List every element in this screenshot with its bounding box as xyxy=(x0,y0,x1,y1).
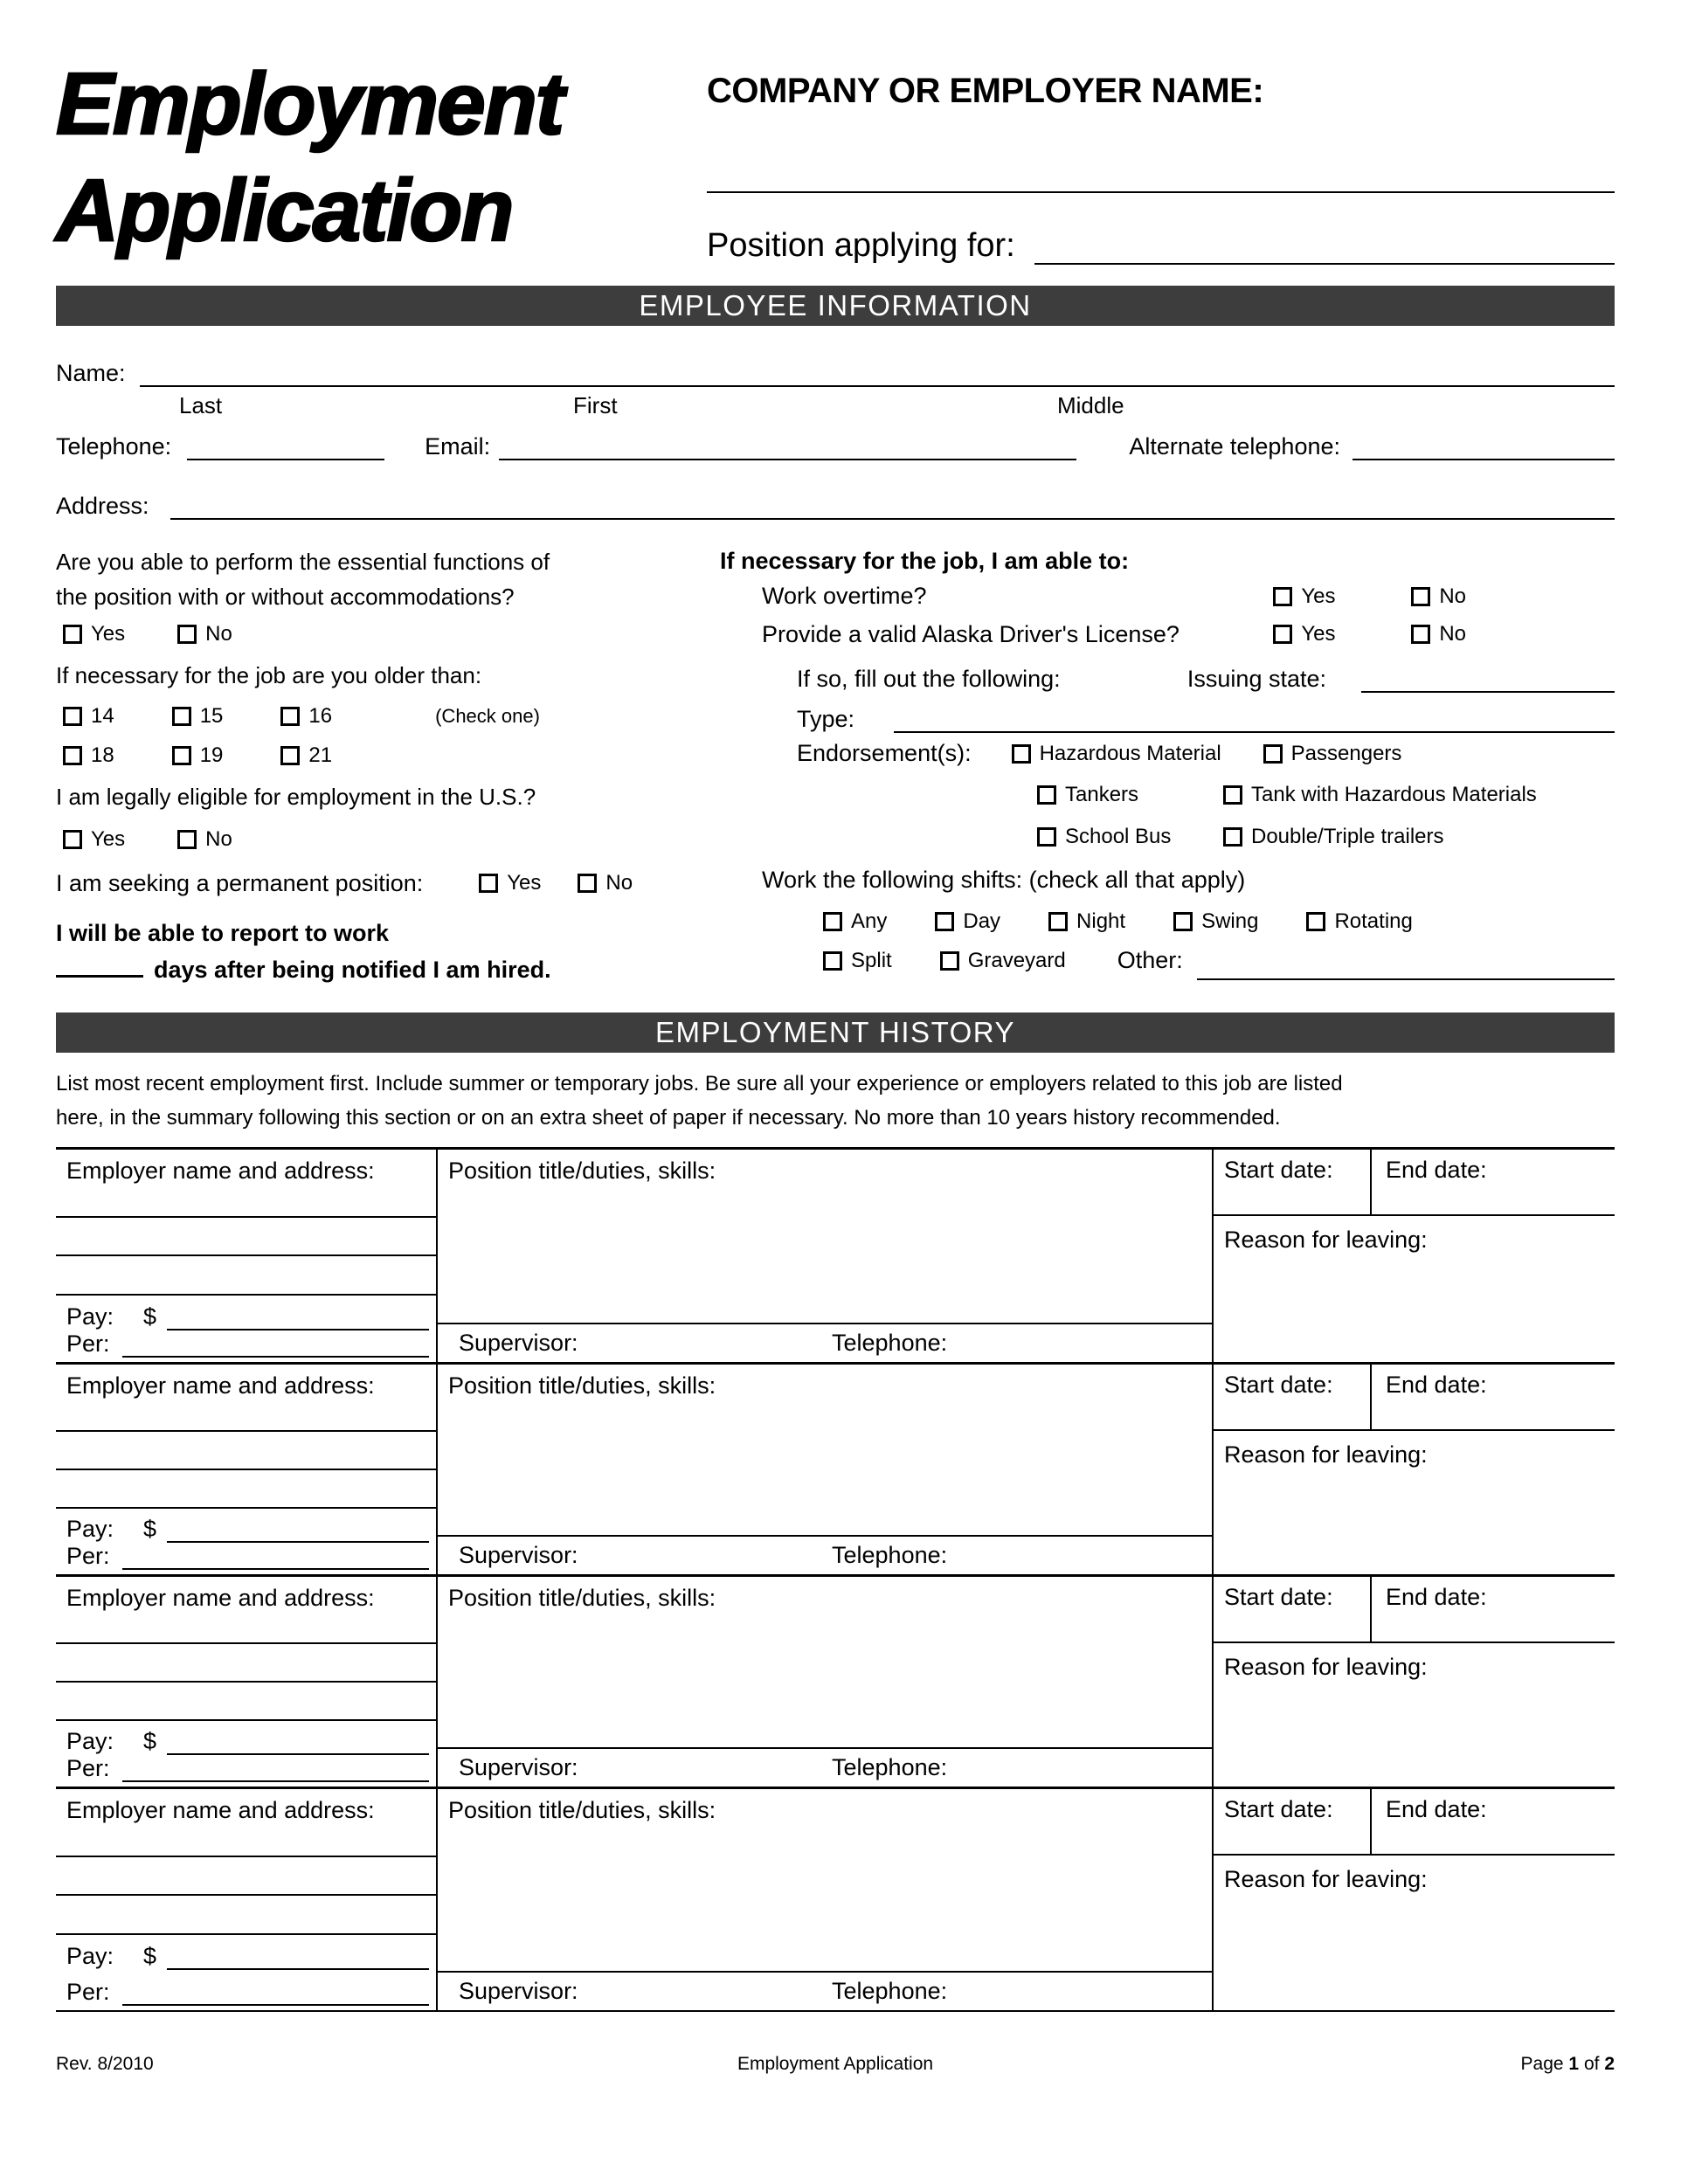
if-so-row xyxy=(720,653,1615,693)
employer-address-label: Employer name and address: xyxy=(66,1797,375,1823)
supervisor-label: Supervisor: xyxy=(459,1754,578,1780)
shift-day-option xyxy=(935,909,1000,934)
telephone-label: Telephone: xyxy=(832,1754,948,1780)
eligible-no-checkbox[interactable] xyxy=(177,830,197,849)
position-column xyxy=(438,1789,1214,2010)
per-label: Per: xyxy=(66,1979,110,2005)
shifts-row-2 xyxy=(720,941,1615,980)
shift-graveyard-option xyxy=(940,949,1066,973)
dates-column xyxy=(1214,1365,1615,1574)
age-options-row-2 xyxy=(56,736,720,775)
pay-row xyxy=(56,1935,436,1970)
employer-address-line-3[interactable] xyxy=(56,1896,436,1935)
supervisor-label: Supervisor: xyxy=(459,1330,578,1356)
endorsement-hazmat-checkbox[interactable] xyxy=(1012,744,1031,764)
pay-label: Pay: xyxy=(66,1943,114,1969)
shift-day-checkbox[interactable] xyxy=(935,912,954,931)
of-word: of xyxy=(1583,2054,1600,2074)
license-row xyxy=(720,615,1615,653)
overtime-no-checkbox[interactable] xyxy=(1411,587,1430,606)
form-title-line-2: Application xyxy=(56,162,513,259)
form-header xyxy=(56,51,1615,265)
shifts-row-1 xyxy=(720,902,1615,941)
email-input-line[interactable] xyxy=(499,431,1076,460)
name-label: Name: xyxy=(56,360,126,386)
endorsement-passengers-label: Passengers xyxy=(1290,741,1402,765)
shift-rotating-label: Rotating xyxy=(1334,909,1413,933)
shift-night-label: Night xyxy=(1076,909,1126,933)
endorsement-passengers-option xyxy=(1263,742,1402,766)
no-label: No xyxy=(605,871,633,895)
license-no-checkbox[interactable] xyxy=(1411,625,1430,644)
employer-address-line-2[interactable] xyxy=(56,1218,436,1256)
currency-symbol: $ xyxy=(143,1943,157,1969)
age-21-checkbox[interactable] xyxy=(280,746,300,765)
age-16-checkbox[interactable] xyxy=(280,707,300,726)
permanent-label: I am seeking a permanent position: xyxy=(56,869,424,896)
pay-input-line[interactable] xyxy=(167,1725,429,1755)
no-label: No xyxy=(1439,622,1466,646)
report-to-work-line-2-text: days after being notified I am hired. xyxy=(154,957,551,983)
age-15-option xyxy=(172,704,224,729)
employer-address-line-3[interactable] xyxy=(56,1256,436,1296)
essential-no-option xyxy=(177,622,232,646)
eligible-options xyxy=(56,819,720,860)
dates-row xyxy=(1214,1150,1615,1216)
license-yes-checkbox[interactable] xyxy=(1273,625,1292,644)
per-input-line[interactable] xyxy=(122,1331,429,1358)
endorsement-double-triple-option xyxy=(1223,825,1444,849)
end-date-cell[interactable]: End date: xyxy=(1386,1796,1487,1822)
position-duties-label: Position title/duties, skills: xyxy=(448,1797,716,1823)
shift-night-option xyxy=(1048,909,1125,934)
employer-address-line-1[interactable] xyxy=(56,1400,436,1432)
age-15-checkbox[interactable] xyxy=(172,707,191,726)
license-yes-option xyxy=(1273,622,1411,646)
pay-row xyxy=(56,1721,436,1755)
history-intro-line-2: here, in the summary following this section or on an extra sheet of paper if necessary. No more than 10 years history recommended. xyxy=(56,1106,1281,1130)
age-19-checkbox[interactable] xyxy=(172,746,191,765)
pay-label: Pay: xyxy=(66,1728,114,1754)
eligible-yes-option xyxy=(63,827,125,852)
dates-row xyxy=(1214,1577,1615,1643)
employer-address-line-1[interactable] xyxy=(56,1185,436,1218)
age-16-label: 16 xyxy=(308,703,333,728)
endorsement-tankers-label: Tankers xyxy=(1065,783,1139,806)
pay-row xyxy=(56,1296,436,1330)
telephone-label: Telephone: xyxy=(832,1978,948,2004)
eligible-no-option xyxy=(177,827,232,852)
issuing-state-input-line[interactable] xyxy=(1361,665,1615,693)
permanent-yes-option xyxy=(479,871,541,895)
position-duties-label: Position title/duties, skills: xyxy=(448,1158,716,1184)
supervisor-label: Supervisor: xyxy=(459,1542,578,1568)
able-to-heading: If necessary for the job, I am able to: xyxy=(720,548,1130,574)
employer-address-line-2[interactable] xyxy=(56,1644,436,1682)
name-row xyxy=(56,352,1615,387)
employment-entry-1 xyxy=(56,1150,1615,1362)
form-title xyxy=(56,51,707,265)
essential-functions-options xyxy=(56,614,720,654)
shifts-label: Work the following shifts: (check all that apply) xyxy=(762,867,1246,893)
no-label: No xyxy=(205,622,232,646)
supervisor-row xyxy=(438,1971,1212,2010)
employer-address-line-1[interactable] xyxy=(56,1824,436,1857)
endorsement-hazmat-label: Hazardous Material xyxy=(1039,741,1221,765)
employer-address-line-1[interactable] xyxy=(56,1612,436,1644)
endorsements-row-2 xyxy=(720,774,1615,816)
supervisor-row xyxy=(438,1535,1212,1574)
pay-input-line[interactable] xyxy=(167,1940,429,1970)
start-date-cell[interactable]: Start date: xyxy=(1214,1577,1372,1641)
age-options-row-1 xyxy=(56,696,720,736)
position-column xyxy=(438,1150,1214,1362)
age-18-option xyxy=(63,743,114,768)
address-input-line[interactable] xyxy=(170,488,1615,520)
page-footer xyxy=(56,2054,1615,2075)
shift-swing-option xyxy=(1173,909,1258,934)
age-19-label: 19 xyxy=(199,743,224,767)
dates-column xyxy=(1214,1789,1615,2010)
report-days-input-line[interactable] xyxy=(56,953,143,978)
shift-swing-label: Swing xyxy=(1201,909,1259,933)
telephone-input-line[interactable] xyxy=(187,431,384,460)
shift-graveyard-checkbox[interactable] xyxy=(940,951,959,971)
check-one-note: (Check one) xyxy=(435,704,540,727)
endorsements-label: Endorsement(s): xyxy=(797,740,972,766)
questions-area xyxy=(56,544,1615,988)
per-label: Per: xyxy=(66,1330,110,1357)
employer-column xyxy=(56,1577,438,1787)
yes-label: Yes xyxy=(91,827,126,851)
position-column xyxy=(438,1577,1214,1787)
employment-history-table xyxy=(56,1147,1615,2012)
employer-address-line-3[interactable] xyxy=(56,1470,436,1509)
endorsement-tankers-checkbox[interactable] xyxy=(1037,785,1056,805)
endorsement-tank-hazmat-checkbox[interactable] xyxy=(1223,785,1242,805)
age-21-label: 21 xyxy=(308,743,333,767)
position-duties-area[interactable] xyxy=(438,1400,1212,1535)
shift-graveyard-label: Graveyard xyxy=(967,948,1066,972)
questions-right-column xyxy=(720,544,1615,988)
reason-for-leaving-cell[interactable]: Reason for leaving: xyxy=(1224,1227,1428,1253)
per-row xyxy=(56,1330,436,1362)
pay-row xyxy=(56,1509,436,1543)
overtime-no-option xyxy=(1411,584,1466,609)
telephone-row xyxy=(56,424,1615,460)
footer-document-title: Employment Application xyxy=(737,2054,934,2074)
age-18-checkbox[interactable] xyxy=(63,746,82,765)
overtime-label: Work overtime? xyxy=(762,583,927,609)
report-to-work-line-1: I will be able to report to work xyxy=(56,920,390,946)
if-so-label: If so, fill out the following: xyxy=(797,666,1061,692)
permanent-no-checkbox[interactable] xyxy=(578,874,597,893)
position-duties-label: Position title/duties, skills: xyxy=(448,1372,716,1399)
employer-address-line-3[interactable] xyxy=(56,1683,436,1721)
history-intro-line-1: List most recent employment first. Include summer or temporary jobs. Be sure all your experience or employers related to this job are listed xyxy=(56,1072,1343,1095)
employment-history-section-header: EMPLOYMENT HISTORY xyxy=(56,1013,1615,1053)
name-sublabels xyxy=(56,387,1615,424)
reason-for-leaving-cell[interactable]: Reason for leaving: xyxy=(1224,1441,1428,1468)
employer-column xyxy=(56,1150,438,1362)
permanent-yes-checkbox[interactable] xyxy=(479,874,498,893)
start-date-cell[interactable]: Start date: xyxy=(1214,1365,1372,1429)
eligible-label: I am legally eligible for employment in the U.S.? xyxy=(56,784,536,810)
dates-row xyxy=(1214,1789,1615,1856)
address-label: Address: xyxy=(56,493,149,519)
name-last-sublabel: Last xyxy=(179,392,223,418)
start-date-cell[interactable]: Start date: xyxy=(1214,1789,1372,1854)
endorsement-passengers-checkbox[interactable] xyxy=(1263,744,1283,764)
age-19-option xyxy=(172,743,224,768)
shift-rotating-checkbox[interactable] xyxy=(1306,912,1325,931)
shift-swing-checkbox[interactable] xyxy=(1173,912,1193,931)
currency-symbol: $ xyxy=(143,1303,157,1330)
shift-split-label: Split xyxy=(851,948,892,972)
pay-input-line[interactable] xyxy=(167,1301,429,1330)
email-label: Email: xyxy=(425,433,491,460)
employee-information-section-header: EMPLOYEE INFORMATION xyxy=(56,286,1615,326)
endorsement-school-bus-checkbox[interactable] xyxy=(1037,827,1056,847)
no-label: No xyxy=(1439,584,1466,608)
company-name-input-line[interactable] xyxy=(707,111,1615,193)
endorsement-double-triple-checkbox[interactable] xyxy=(1223,827,1242,847)
essential-yes-option xyxy=(63,622,125,646)
start-date-cell[interactable]: Start date: xyxy=(1214,1150,1372,1214)
employer-address-label: Employer name and address: xyxy=(66,1158,375,1184)
employer-address-line-2[interactable] xyxy=(56,1432,436,1469)
per-row xyxy=(56,1543,436,1574)
endorsement-tankers-option xyxy=(1037,783,1223,807)
per-row xyxy=(56,1755,436,1787)
position-column xyxy=(438,1365,1214,1574)
yes-label: Yes xyxy=(1301,584,1336,608)
essential-yes-checkbox[interactable] xyxy=(63,625,82,644)
shift-any-option xyxy=(823,909,887,934)
license-no-option xyxy=(1411,622,1466,646)
currency-symbol: $ xyxy=(143,1516,157,1542)
revision-note: Rev. 8/2010 xyxy=(56,2054,154,2074)
end-date-cell[interactable]: End date: xyxy=(1386,1157,1487,1183)
permanent-position-row xyxy=(56,860,720,906)
position-duties-area[interactable] xyxy=(438,1612,1212,1747)
endorsement-double-triple-label: Double/Triple trailers xyxy=(1251,825,1444,848)
shift-day-label: Day xyxy=(963,909,1001,933)
overtime-yes-checkbox[interactable] xyxy=(1273,587,1292,606)
license-type-row xyxy=(720,693,1615,733)
currency-symbol: $ xyxy=(143,1728,157,1754)
permanent-no-option xyxy=(578,871,633,895)
per-input-line[interactable] xyxy=(122,1756,429,1782)
employer-column xyxy=(56,1365,438,1574)
position-label: Position applying for: xyxy=(707,227,1015,264)
telephone-label: Telephone: xyxy=(56,433,172,460)
dates-row xyxy=(1214,1365,1615,1431)
per-input-line[interactable] xyxy=(122,1980,429,2006)
eligible-yes-checkbox[interactable] xyxy=(63,830,82,849)
name-input-line[interactable] xyxy=(140,356,1615,387)
pay-label: Pay: xyxy=(66,1303,114,1330)
page-indicator xyxy=(933,2054,1615,2075)
reason-for-leaving-cell[interactable]: Reason for leaving: xyxy=(1224,1866,1428,1892)
per-label: Per: xyxy=(66,1755,110,1781)
yes-label: Yes xyxy=(1301,622,1336,646)
shift-split-option xyxy=(823,949,892,973)
employer-address-label: Employer name and address: xyxy=(66,1372,375,1399)
end-date-cell[interactable]: End date: xyxy=(1386,1584,1487,1610)
age-14-option xyxy=(63,704,114,729)
no-label: No xyxy=(205,827,232,851)
position-duties-label: Position title/duties, skills: xyxy=(448,1585,716,1611)
shift-any-label: Any xyxy=(851,909,888,933)
employment-entry-3 xyxy=(56,1574,1615,1787)
shift-night-checkbox[interactable] xyxy=(1048,912,1068,931)
employer-address-line-2[interactable] xyxy=(56,1857,436,1896)
age-21-option xyxy=(280,743,332,768)
per-input-line[interactable] xyxy=(122,1544,429,1570)
dates-column xyxy=(1214,1150,1615,1362)
form-title-line-1: Employment xyxy=(56,55,564,153)
questions-left-column xyxy=(56,544,720,988)
report-to-work-line-2 xyxy=(56,951,720,988)
essential-functions-question-line-2: the position with or without accommodations? xyxy=(56,584,515,610)
supervisor-row xyxy=(438,1323,1212,1362)
overtime-row xyxy=(720,577,1615,615)
other-shift-input-line[interactable] xyxy=(1197,954,1615,980)
endorsement-school-bus-option xyxy=(1037,825,1223,849)
endorsement-tank-hazmat-label: Tank with Hazardous Materials xyxy=(1251,783,1537,806)
company-block xyxy=(707,51,1615,265)
address-row xyxy=(56,485,1615,520)
alt-telephone-input-line[interactable] xyxy=(1352,431,1615,460)
endorsements-row-1 xyxy=(720,733,1615,774)
essential-no-checkbox[interactable] xyxy=(177,625,197,644)
endorsement-school-bus-label: School Bus xyxy=(1065,825,1172,848)
other-shift-label: Other: xyxy=(1117,947,1183,973)
overtime-yes-option xyxy=(1273,584,1411,609)
position-duties-area[interactable] xyxy=(438,1824,1212,1971)
shift-split-checkbox[interactable] xyxy=(823,951,842,971)
age-14-label: 14 xyxy=(91,703,114,728)
name-first-sublabel: First xyxy=(573,392,618,418)
page-number: 1 xyxy=(1568,2054,1580,2074)
yes-label: Yes xyxy=(507,871,542,895)
alt-telephone-label: Alternate telephone: xyxy=(1129,433,1340,460)
issuing-state-label: Issuing state: xyxy=(1186,666,1326,692)
license-type-label: Type: xyxy=(797,706,855,732)
yes-label: Yes xyxy=(91,622,126,646)
pay-label: Pay: xyxy=(66,1516,114,1542)
age-14-checkbox[interactable] xyxy=(63,707,82,726)
telephone-label: Telephone: xyxy=(832,1330,948,1356)
age-16-option xyxy=(280,704,332,729)
shift-any-checkbox[interactable] xyxy=(823,912,842,931)
company-name-label: COMPANY OR EMPLOYER NAME: xyxy=(707,72,1264,110)
page-total: 2 xyxy=(1604,2054,1615,2074)
employment-entry-4 xyxy=(56,1787,1615,2010)
reason-for-leaving-cell[interactable]: Reason for leaving: xyxy=(1224,1654,1428,1680)
position-input-line[interactable] xyxy=(1034,223,1615,265)
position-duties-area[interactable] xyxy=(438,1185,1212,1323)
age-18-label: 18 xyxy=(91,743,114,767)
name-middle-sublabel: Middle xyxy=(1057,392,1124,418)
per-row xyxy=(56,1970,436,2010)
license-type-input-line[interactable] xyxy=(894,705,1615,733)
end-date-cell[interactable]: End date: xyxy=(1386,1372,1487,1398)
employer-column xyxy=(56,1789,438,2010)
telephone-label: Telephone: xyxy=(832,1542,948,1568)
employment-entry-2 xyxy=(56,1362,1615,1574)
age-15-label: 15 xyxy=(199,703,224,728)
supervisor-label: Supervisor: xyxy=(459,1978,578,2004)
shift-rotating-option xyxy=(1306,909,1412,934)
history-intro xyxy=(56,1067,1615,1135)
license-label: Provide a valid Alaska Driver's License? xyxy=(762,620,1180,647)
essential-functions-question-line-1: Are you able to perform the essential functions of xyxy=(56,549,550,575)
per-label: Per: xyxy=(66,1543,110,1569)
endorsements-row-3 xyxy=(720,816,1615,858)
position-row xyxy=(707,214,1615,265)
employer-address-label: Employer name and address: xyxy=(66,1585,375,1611)
endorsement-tank-hazmat-option xyxy=(1223,783,1537,807)
dates-column xyxy=(1214,1577,1615,1787)
page-word: Page xyxy=(1520,2054,1564,2074)
pay-input-line[interactable] xyxy=(167,1513,429,1543)
supervisor-row xyxy=(438,1747,1212,1787)
endorsement-hazmat-option xyxy=(1012,742,1221,766)
older-than-label: If necessary for the job are you older than: xyxy=(56,662,482,688)
